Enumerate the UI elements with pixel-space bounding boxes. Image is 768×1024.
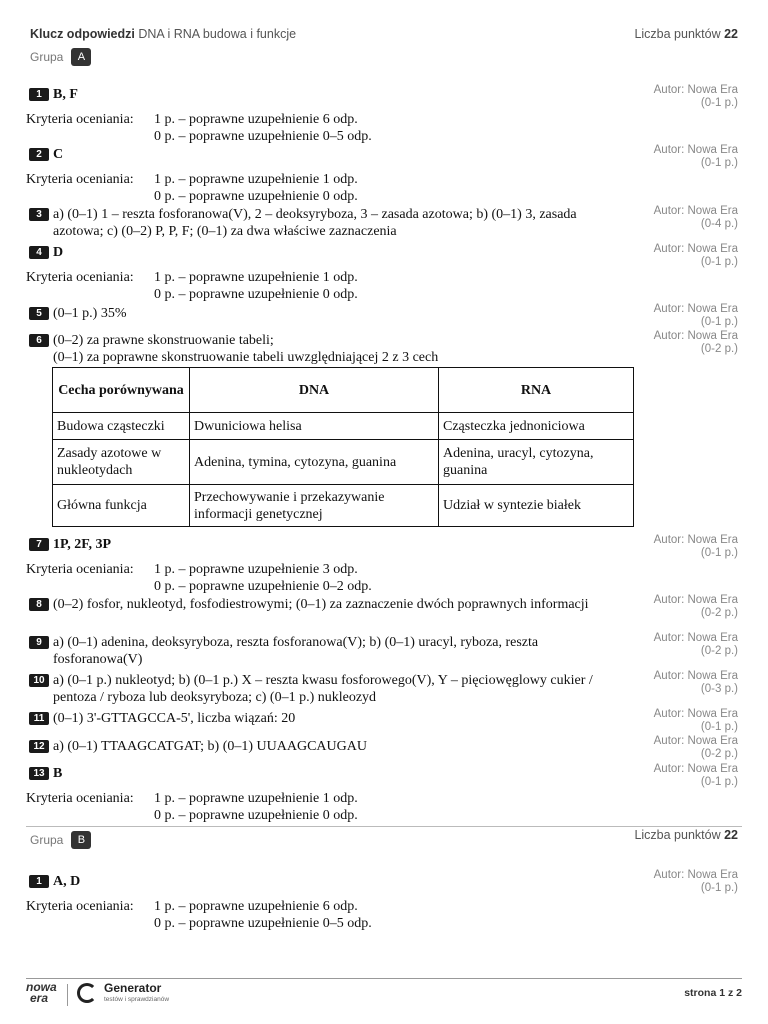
group-b-label: Grupa B <box>30 831 91 849</box>
table-cell: Cząsteczka jednoniciowa <box>439 413 634 440</box>
criteria-q1: Kryteria oceniania: 1 p. – poprawne uzupełnienie 6 odp. 0 p. – poprawne uzupełnienie 0–5 odp. <box>26 112 372 144</box>
table-cell: Główna funkcja <box>53 485 190 527</box>
author-q10: Autor: Nowa Era (0-3 p.) <box>653 670 738 695</box>
table-header: Cecha porównywana <box>53 368 190 413</box>
table-cell: Adenina, tymina, cytozyna, guanina <box>190 440 439 485</box>
author-q4: Autor: Nowa Era (0-1 p.) <box>653 243 738 268</box>
question-3: 3 a) (0–1) 1 – reszta fosforanowa(V), 2 – deoksyryboza, 3 – zasada azotowa; b) (0–1) 3, zasada azotowa; c) (0–2) P, P, F; (0–1) za dwa właściwe zaznaczenia <box>29 206 628 240</box>
question-10: 10 a) (0–1 p.) nukleotyd; b) (0–1 p.) X – reszta kwasu fosforowego(V), Y – pięciowęglowy cukier / pentoza / ryboza lub deoksyryboza; c) (0–1 p.) nukleozyd <box>29 672 628 706</box>
table-cell: Zasady azotowe w nukleotydach <box>53 440 190 485</box>
author-q7: Autor: Nowa Era (0-1 p.) <box>653 534 738 559</box>
criteria-q2: Kryteria oceniania: 1 p. – poprawne uzupełnienie 1 odp. 0 p. – poprawne uzupełnienie 0 odp. <box>26 172 358 204</box>
table-header: DNA <box>190 368 439 413</box>
author-b1: Autor: Nowa Era (0-1 p.) <box>653 869 738 894</box>
author-q1: Autor: Nowa Era (0-1 p.) <box>653 84 738 109</box>
footer-line <box>26 978 742 979</box>
table-cell: Udział w syntezie białek <box>439 485 634 527</box>
group-b-points: Liczba punktów 22 <box>634 828 738 842</box>
author-q5: Autor: Nowa Era (0-1 p.) <box>653 303 738 328</box>
table-cell: Dwuniciowa helisa <box>190 413 439 440</box>
author-q12: Autor: Nowa Era (0-2 p.) <box>653 735 738 760</box>
table-cell: Przechowywanie i przekazywanie informacji genetycznej <box>190 485 439 527</box>
table-header-row <box>53 368 634 413</box>
question-b1: 1 A, D <box>29 873 628 890</box>
generator-logo-text: Generator <box>104 981 162 995</box>
question-4: 4 D <box>29 244 628 261</box>
document-title: Klucz odpowiedzi DNA i RNA budowa i funkcje <box>30 27 297 41</box>
author-q6: Autor: Nowa Era (0-2 p.) <box>653 330 738 355</box>
total-points: Liczba punktów 22 <box>634 27 738 41</box>
table-cell: Adenina, uracyl, cytozyna, guanina <box>439 440 634 485</box>
table-header: RNA <box>439 368 634 413</box>
generator-logo-subtitle: testów i sprawdzianów <box>104 996 170 1003</box>
page-number: strona 1 z 2 <box>684 987 742 999</box>
comparison-table <box>52 367 634 527</box>
question-8: 8 (0–2) fosfor, nukleotyd, fosfodiestrowymi; (0–1) za zaznaczenie dwóch poprawnych informacji <box>29 596 628 613</box>
question-11: 11 (0–1) 3'-GTTAGCCA-5', liczba wiązań: 20 <box>29 710 628 727</box>
table-row <box>53 413 634 440</box>
group-b-badge: B <box>71 831 91 849</box>
criteria-q7: Kryteria oceniania: 1 p. – poprawne uzupełnienie 3 odp. 0 p. – poprawne uzupełnienie 0–2 odp. <box>26 562 372 594</box>
question-1: 1 B, F <box>29 86 628 103</box>
question-5: 5 (0–1 p.) 35% <box>29 305 628 322</box>
logo-divider <box>67 984 68 1006</box>
group-a-label: Grupa A <box>30 48 91 66</box>
author-q11: Autor: Nowa Era (0-1 p.) <box>653 708 738 733</box>
question-13: 13 B <box>29 765 628 782</box>
criteria-q13: Kryteria oceniania: 1 p. – poprawne uzupełnienie 1 odp. 0 p. – poprawne uzupełnienie 0 odp. <box>26 791 358 823</box>
table-row <box>53 485 634 527</box>
author-q2: Autor: Nowa Era (0-1 p.) <box>653 144 738 169</box>
question-9: 9 a) (0–1) adenina, deoksyryboza, reszta fosforanowa(V); b) (0–1) uracyl, ryboza, reszta fosforanowa(V) <box>29 634 628 668</box>
group-a-badge: A <box>71 48 91 66</box>
question-6: 6 (0–2) za prawne skonstruowanie tabeli; (0–1) za poprawne skonstruowanie tabeli uwzględniającej 2 z 3 cech <box>29 332 628 366</box>
generator-g-icon <box>77 983 97 1003</box>
criteria-b1: Kryteria oceniania: 1 p. – poprawne uzupełnienie 6 odp. 0 p. – poprawne uzupełnienie 0–5 odp. <box>26 899 372 931</box>
question-12: 12 a) (0–1) TTAAGCATGAT; b) (0–1) UUAAGCAUGAU <box>29 738 628 755</box>
nowa-era-logo: nowa era <box>26 980 57 1005</box>
table-cell: Budowa cząsteczki <box>53 413 190 440</box>
table-row <box>53 440 634 485</box>
question-2: 2 C <box>29 146 628 163</box>
group-separator <box>26 826 742 827</box>
author-q13: Autor: Nowa Era (0-1 p.) <box>653 763 738 788</box>
author-q9: Autor: Nowa Era (0-2 p.) <box>653 632 738 657</box>
criteria-q4: Kryteria oceniania: 1 p. – poprawne uzupełnienie 1 odp. 0 p. – poprawne uzupełnienie 0 odp. <box>26 270 358 302</box>
question-7: 7 1P, 2F, 3P <box>29 536 628 553</box>
author-q8: Autor: Nowa Era (0-2 p.) <box>653 594 738 619</box>
author-q3: Autor: Nowa Era (0-4 p.) <box>653 205 738 230</box>
